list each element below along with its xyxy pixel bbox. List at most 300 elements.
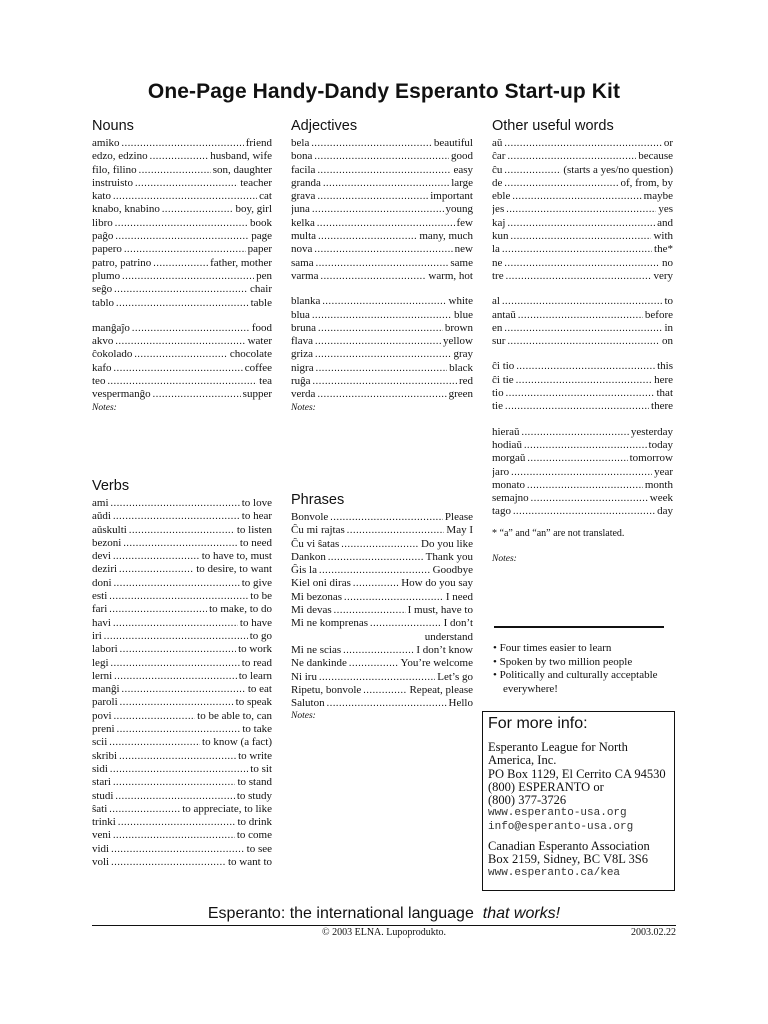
us-address: PO Box 1129, El Cerrito CA 94530: [488, 766, 666, 781]
leader-dots: [119, 750, 236, 763]
esperanto-word: kato: [92, 190, 111, 203]
esperanto-word: havi: [92, 616, 111, 629]
vocab-entry: [492, 150, 673, 163]
phrases-section: [291, 490, 473, 723]
english-meaning: food: [251, 321, 272, 334]
english-meaning: to learn: [238, 669, 272, 682]
leader-dots: [344, 591, 444, 604]
leader-dots: [118, 816, 236, 829]
esperanto-word: sidi: [92, 762, 108, 775]
esperanto-word: esti: [92, 590, 108, 603]
nouns-heading: Nouns: [92, 118, 134, 134]
esperanto-word: en: [492, 321, 503, 334]
us-email-link[interactable]: info@esperanto-usa.org: [488, 820, 634, 833]
leader-dots: [363, 684, 407, 697]
vocab-entry: [492, 295, 673, 308]
english-meaning: large: [451, 176, 473, 189]
esperanto-word: vidi: [92, 842, 110, 855]
leader-dots: [113, 190, 257, 203]
english-meaning: to desire, to want: [196, 563, 272, 576]
vocab-entry: [492, 479, 673, 492]
english-meaning: to hear: [241, 510, 272, 523]
vocab-entry: [291, 150, 473, 163]
english-meaning: boy, girl: [235, 203, 272, 216]
esperanto-word: ĉar: [492, 150, 506, 163]
esperanto-word: morgaŭ: [492, 452, 526, 465]
english-meaning: to write: [238, 749, 272, 762]
vocab-entry: [291, 203, 473, 216]
english-meaning: Please: [444, 511, 473, 523]
vocab-entry: [492, 360, 673, 373]
vocab-entry: [291, 577, 473, 590]
vocab-entry: [492, 203, 673, 216]
esperanto-word: Dankon: [291, 550, 326, 563]
esperanto-word: la: [492, 243, 500, 256]
vocab-entry: [291, 617, 473, 630]
esperanto-word: iri: [92, 629, 102, 642]
esperanto-word: jes: [492, 203, 505, 216]
esperanto-word: instruisto: [92, 176, 133, 189]
english-meaning: to read: [241, 656, 272, 669]
english-meaning: red: [458, 375, 473, 388]
leader-dots: [516, 374, 652, 387]
vocab-entry: [92, 683, 272, 696]
english-meaning: to have: [239, 616, 272, 629]
vocab-entry: [92, 190, 272, 203]
esperanto-word: libro: [92, 216, 113, 229]
adjectives-list: [291, 137, 473, 402]
english-meaning: good: [451, 150, 473, 163]
leader-dots: [319, 671, 435, 684]
vocab-entry: [92, 790, 272, 803]
leader-dots: [114, 283, 248, 296]
leader-dots: [111, 497, 240, 510]
leader-dots: [110, 763, 248, 776]
other-words-heading: Other useful words: [492, 118, 614, 134]
vocab-entry: [291, 511, 473, 524]
leader-dots: [316, 257, 449, 270]
leader-dots: [511, 466, 652, 479]
english-meaning: I don’t: [443, 617, 473, 630]
us-phone-2: (800) 377-3726: [488, 793, 567, 808]
vocab-entry: [92, 150, 272, 163]
english-meaning: to come: [236, 829, 272, 842]
article-footnote: * “a” and “an” are not translated.: [492, 527, 625, 539]
phrases-list: [291, 511, 473, 710]
vocab-entry: [92, 577, 272, 590]
esperanto-word: paroli: [92, 696, 118, 709]
vocab-entry: [492, 439, 673, 452]
english-meaning: to: [664, 295, 673, 308]
esperanto-word: devi: [92, 550, 111, 563]
leader-dots: [111, 856, 226, 869]
esperanto-word: ruĝa: [291, 375, 311, 388]
english-meaning: to go: [249, 629, 272, 642]
copyright: © 2003 ELNA. Lupoprodukto.: [322, 927, 446, 938]
esperanto-word: eble: [492, 190, 511, 203]
leader-dots: [502, 295, 662, 308]
vocab-entry: [92, 322, 272, 335]
leader-dots: [113, 617, 238, 630]
esperanto-word: fari: [92, 603, 108, 616]
english-meaning: chair: [250, 283, 272, 296]
divider-rule: [494, 626, 664, 628]
leader-dots: [318, 322, 443, 335]
benefit-item: • Politically and culturally acceptable everywhere!: [493, 669, 658, 695]
esperanto-word: knabo, knabino: [92, 203, 160, 216]
leader-dots: [116, 297, 249, 310]
leader-dots: [506, 203, 656, 216]
document-date: 2003.02.22: [631, 927, 676, 938]
vocab-entry: [492, 190, 673, 203]
leader-dots: [341, 538, 419, 551]
page-title: One-Page Handy-Dandy Esperanto Start-up Kit: [147, 80, 621, 103]
english-meaning: to be able to, can: [197, 709, 272, 722]
verbs-heading: Verbs: [92, 478, 130, 494]
esperanto-word: monato: [492, 478, 525, 491]
english-meaning: this: [657, 360, 673, 373]
leader-dots: [314, 150, 449, 163]
english-meaning: that: [656, 387, 673, 400]
leader-dots: [524, 439, 647, 452]
vocab-entry: [492, 137, 673, 150]
vocab-entry: [291, 671, 473, 684]
leader-dots: [527, 452, 627, 465]
nouns-section: [92, 116, 272, 415]
leader-dots: [139, 164, 211, 177]
esperanto-word: bona: [291, 150, 313, 163]
leader-dots: [506, 387, 655, 400]
vocab-entry: [492, 270, 673, 283]
english-meaning: to want to: [228, 856, 272, 869]
vocab-entry: [92, 335, 272, 348]
vocab-entry: [92, 603, 272, 616]
leader-dots: [504, 137, 661, 150]
vocab-entry: [92, 643, 272, 656]
esperanto-word: bela: [291, 137, 310, 149]
leader-dots: [317, 190, 428, 203]
english-meaning: pen: [256, 269, 272, 282]
english-meaning: tomorrow: [629, 452, 673, 465]
leader-dots: [132, 322, 250, 335]
vocab-entry: [291, 388, 473, 401]
english-meaning: blue: [454, 308, 473, 321]
vocab-entry: [92, 362, 272, 375]
leader-dots: [129, 524, 235, 537]
esperanto-word: sama: [291, 256, 314, 269]
phrases-heading: Phrases: [291, 492, 345, 508]
leader-dots: [315, 348, 451, 361]
leader-dots: [531, 492, 648, 505]
vocab-entry: [291, 190, 473, 203]
english-meaning: father, mother: [210, 256, 272, 269]
esperanto-word: Saluton: [291, 697, 325, 710]
english-meaning: to study: [236, 789, 272, 802]
esperanto-word: antaŭ: [492, 308, 516, 321]
english-meaning: today: [648, 438, 673, 451]
esperanto-word: griza: [291, 348, 313, 361]
leader-dots: [516, 360, 655, 373]
english-meaning: month: [644, 478, 673, 491]
verbs-list: [92, 497, 272, 869]
footer-slogan: Esperanto: the international language that works!: [207, 905, 561, 922]
esperanto-word: bruna: [291, 321, 317, 334]
english-meaning: white: [448, 295, 473, 308]
leader-dots: [322, 295, 446, 308]
vocab-entry: [492, 217, 673, 230]
leader-dots: [115, 790, 234, 803]
vocab-entry: [291, 348, 473, 361]
esperanto-word: voli: [92, 856, 110, 869]
esperanto-word: juna: [291, 203, 310, 216]
leader-dots: [328, 551, 424, 564]
leader-dots: [109, 736, 200, 749]
esperanto-word: kafo: [92, 361, 112, 374]
esperanto-word: granda: [291, 176, 321, 189]
vocab-entry: [492, 309, 673, 322]
english-meaning: warm, hot: [428, 269, 473, 282]
leader-dots: [504, 177, 618, 190]
leader-dots: [317, 388, 446, 401]
leader-dots: [114, 362, 243, 375]
vocab-entry: [92, 856, 272, 869]
english-meaning: gray: [453, 348, 473, 361]
english-meaning: to drink: [237, 816, 272, 829]
vocab-entry: [291, 644, 473, 657]
esperanto-word: multa: [291, 230, 317, 243]
slogan-emphasis: that works!: [482, 905, 561, 922]
english-meaning: tea: [259, 375, 272, 388]
vocab-entry: [92, 524, 272, 537]
esperanto-word: hieraŭ: [492, 425, 520, 438]
english-meaning: How do you say: [401, 577, 473, 590]
leader-dots: [314, 243, 452, 256]
english-meaning: no: [662, 256, 673, 269]
english-meaning: to give: [241, 576, 272, 589]
esperanto-word: nova: [291, 243, 313, 256]
leader-dots: [135, 177, 238, 190]
esperanto-word: labori: [92, 643, 118, 656]
english-meaning: I need: [445, 590, 473, 603]
esperanto-word: paĝo: [92, 230, 114, 243]
vocab-entry: [92, 388, 272, 401]
esperanto-word: ĉu: [492, 163, 503, 176]
esperanto-word: jaro: [492, 465, 510, 478]
us-website-link[interactable]: www.esperanto-usa.org: [488, 807, 627, 820]
ca-website-link[interactable]: www.esperanto.ca/kea: [488, 866, 621, 879]
esperanto-word: teo: [92, 375, 106, 388]
vocab-entry: [291, 243, 473, 256]
english-meaning: before: [644, 308, 673, 321]
phrases-notes: Notes:: [291, 711, 316, 722]
esperanto-word: manĝi: [92, 683, 120, 696]
english-meaning: husband, wife: [210, 150, 272, 163]
esperanto-word: ĉi tie: [492, 373, 514, 386]
english-meaning: same: [450, 256, 473, 269]
english-meaning: May I: [446, 524, 473, 537]
esperanto-word: ami: [92, 497, 109, 509]
verbs-section: [92, 476, 272, 869]
esperanto-word: stari: [92, 776, 111, 789]
leader-dots: [527, 479, 643, 492]
esperanto-word: Ni iru: [291, 670, 317, 683]
vocab-entry: [92, 843, 272, 856]
esperanto-word: blua: [291, 308, 310, 321]
vocab-entry: [92, 375, 272, 388]
esperanto-word: ĉi tio: [492, 360, 515, 373]
english-meaning: important: [430, 190, 473, 203]
esperanto-word: kun: [492, 230, 509, 243]
leader-dots: [113, 776, 236, 789]
esperanto-word: facila: [291, 163, 316, 176]
esperanto-word: papero: [92, 243, 122, 256]
vocab-entry: [291, 362, 473, 375]
esperanto-word: aŭdi: [92, 510, 111, 523]
vocab-entry: [92, 750, 272, 763]
esperanto-word: Ĉu vi ŝatas: [291, 537, 340, 550]
vocab-entry: [92, 203, 272, 216]
leader-dots: [109, 803, 180, 816]
english-meaning: Thank you: [425, 550, 473, 563]
english-meaning: to eat: [247, 683, 272, 696]
vocab-entry: [291, 524, 473, 537]
leader-dots: [120, 696, 234, 709]
english-meaning: to know (a fact): [202, 736, 272, 749]
esperanto-word: kelka: [291, 216, 315, 229]
leader-dots: [313, 375, 457, 388]
esperanto-word: verda: [291, 388, 316, 401]
vocab-entry: [92, 657, 272, 670]
us-phone-1: (800) ESPERANTO or: [488, 779, 604, 794]
esperanto-word: patro, patrino: [92, 256, 152, 269]
esperanto-word: trinki: [92, 816, 116, 829]
esperanto-word: vespermanĝo: [92, 388, 151, 401]
english-meaning: friend: [245, 137, 272, 149]
leader-dots: [114, 710, 196, 723]
leader-dots: [104, 630, 248, 643]
nouns-notes: Notes:: [92, 402, 117, 413]
vocab-entry: [291, 270, 473, 283]
leader-dots: [122, 270, 254, 283]
leader-dots: [109, 603, 207, 616]
esperanto-word: Ĝis la: [291, 564, 317, 577]
esperanto-word: legi: [92, 656, 109, 669]
us-org-line-2: America, Inc.: [488, 753, 557, 768]
english-meaning: easy: [453, 163, 473, 176]
leader-dots: [162, 203, 234, 216]
leader-dots: [507, 217, 655, 230]
leader-dots: [117, 723, 241, 736]
esperanto-word: amiko: [92, 137, 120, 149]
english-meaning: week: [649, 492, 673, 505]
leader-dots: [353, 577, 399, 590]
esperanto-word: seĝo: [92, 283, 113, 296]
vocab-entry: [291, 230, 473, 243]
vocab-entry: [92, 670, 272, 683]
esperanto-word: tablo: [92, 296, 114, 309]
esperanto-word: semajno: [492, 492, 529, 505]
esperanto-word: Ne dankinde: [291, 657, 347, 670]
english-meaning: Hello: [448, 697, 473, 710]
leader-dots: [120, 643, 236, 656]
leader-dots: [513, 505, 655, 518]
leader-dots: [122, 683, 246, 696]
us-org-line-1: Esperanto League for North: [488, 740, 628, 754]
vocab-entry: [291, 684, 473, 697]
esperanto-word: studi: [92, 789, 114, 802]
vocab-entry: [92, 257, 272, 270]
leader-dots: [311, 137, 432, 150]
english-meaning: to need: [239, 536, 272, 549]
esperanto-word: Mi ne komprenas: [291, 617, 368, 630]
esperanto-word: akvo: [92, 335, 114, 348]
english-meaning: or: [663, 137, 673, 149]
vocab-entry: [492, 243, 673, 256]
vocab-entry: [92, 563, 272, 576]
more-info-box: [482, 711, 675, 891]
leader-dots: [316, 362, 448, 375]
adjectives-section: [291, 116, 473, 415]
vocab-entry: [92, 736, 272, 749]
leader-dots: [330, 511, 443, 524]
leader-dots: [504, 257, 660, 270]
leader-dots: [347, 524, 445, 537]
benefit-item: • Four times easier to learn: [493, 642, 612, 654]
english-meaning: green: [448, 388, 473, 401]
english-meaning: table: [250, 296, 272, 309]
vocab-entry: [291, 591, 473, 604]
vocab-entry: [291, 309, 473, 322]
leader-dots: [334, 604, 406, 617]
english-meaning: Do you like: [421, 537, 473, 550]
leader-dots: [109, 590, 248, 603]
leader-dots: [114, 670, 237, 683]
english-meaning: young: [445, 203, 473, 216]
esperanto-word: tago: [492, 505, 511, 518]
english-meaning: new: [454, 243, 473, 256]
leader-dots: [319, 564, 431, 577]
english-meaning: Goodbye: [432, 564, 473, 577]
leader-dots: [343, 644, 414, 657]
english-meaning: on: [662, 335, 673, 348]
leader-dots: [504, 164, 561, 177]
leader-dots: [122, 137, 244, 150]
english-meaning: coffee: [244, 361, 272, 374]
ca-address: Box 2159, Sidney, BC V8L 3S6: [488, 852, 648, 867]
esperanto-word: manĝaĵo: [92, 321, 130, 334]
vocab-entry: [92, 497, 272, 510]
vocab-entry: [92, 230, 272, 243]
leader-dots: [518, 309, 643, 322]
leader-dots: [115, 230, 249, 243]
english-meaning: to sit: [250, 762, 272, 775]
english-meaning: Repeat, please: [409, 683, 473, 696]
vocab-entry: [492, 257, 673, 270]
esperanto-word: aŭ: [492, 137, 503, 149]
vocab-entry: [492, 387, 673, 400]
english-meaning: to love: [241, 497, 272, 509]
english-meaning: because: [638, 150, 673, 163]
english-meaning: with: [653, 230, 673, 243]
other-words-list: [492, 137, 673, 519]
vocab-entry: [291, 164, 473, 177]
leader-dots: [318, 230, 417, 243]
footer-rule: [92, 925, 676, 926]
english-meaning-continued: understand: [424, 630, 473, 643]
english-meaning: to work: [238, 643, 272, 656]
english-meaning: yes: [658, 203, 673, 216]
vocab-entry: [291, 604, 473, 617]
